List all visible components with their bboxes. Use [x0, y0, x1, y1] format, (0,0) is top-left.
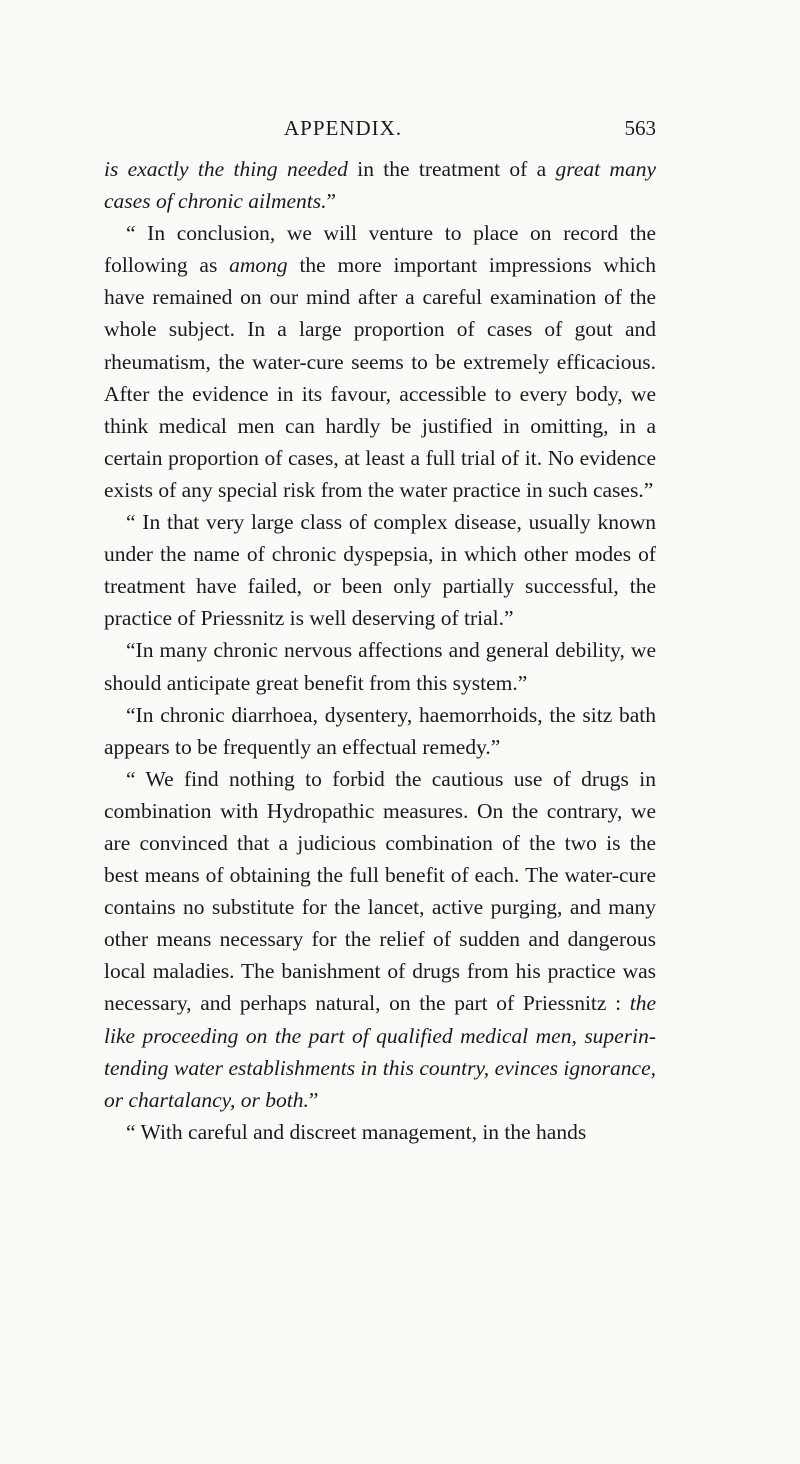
text-run-italic: great many cases of chronic ailments.: [104, 157, 657, 214]
text-run: ”: [326, 189, 337, 214]
text-run: “In chronic diarrhoea, dysentery, haemorrhoids, the sitz bath appears to be frequently an effectual remedy.”: [104, 702, 656, 759]
paragraph: [104, 763, 656, 1116]
paragraph: [104, 634, 656, 698]
paragraph: [104, 699, 656, 763]
running-head: [104, 116, 656, 146]
paragraph: [104, 1116, 656, 1148]
paragraph: [104, 153, 656, 217]
text-run-italic: among: [229, 253, 288, 278]
page-number: 563: [624, 116, 656, 140]
text-run: the more important impressions which have remained on our mind after a careful examination of the whole subject. In a large proportion of cases of gout and rheumatism, the water-cure seems to be extremely efficacious. After the evidence in its favour, accessible to every body, we think medical men can hardly be justified in omitting, in a certain proportion of cases, at least a full trial of it. No evidence exists of any special risk from the water practice in such cases.”: [104, 253, 656, 502]
text-run: in the treatment of a: [347, 157, 556, 181]
running-head-title: APPENDIX.: [284, 116, 403, 140]
text-run: “ In conclusion, we will venture to place on record the following as: [104, 221, 656, 278]
text-run: “ We find nothing to forbid the cautious use of drugs in combination with Hydropathic measures. On the contrary, we are convinced that a judicious combination of the two is the best means of obtaining the full benefit of each. The water-cure contains no substitute for the lancet, active purging, and many other means necessary for the relief of sudden and dangerous local maladies. The banishment of drugs from his practice was necessary, and perhaps natural, on the part of Priessnitz :: [104, 766, 656, 1016]
text-run: “In many chronic nervous affections and general debility, we should anticipate great benefit from this system.”: [104, 638, 656, 695]
text-run-italic: is exactly the thing needed: [104, 157, 348, 181]
paragraph: [104, 217, 656, 506]
text-run-italic: the like proceeding on the part of qualified medical men, superintending water establishments in this country, evinces ignorance, or chartalancy, or both.: [104, 991, 656, 1112]
text-run: ”: [308, 1087, 319, 1112]
paragraph: [104, 506, 656, 634]
text-run: “ In that very large class of complex disease, usually known under the name of chronic dyspepsia, in which other modes of treatment have failed, or been only partially successful, the practice of Priessnitz is well deserving of trial.”: [104, 510, 656, 631]
body-text: [104, 153, 656, 1148]
text-run: “ With careful and discreet management, in the hands: [126, 1119, 587, 1144]
